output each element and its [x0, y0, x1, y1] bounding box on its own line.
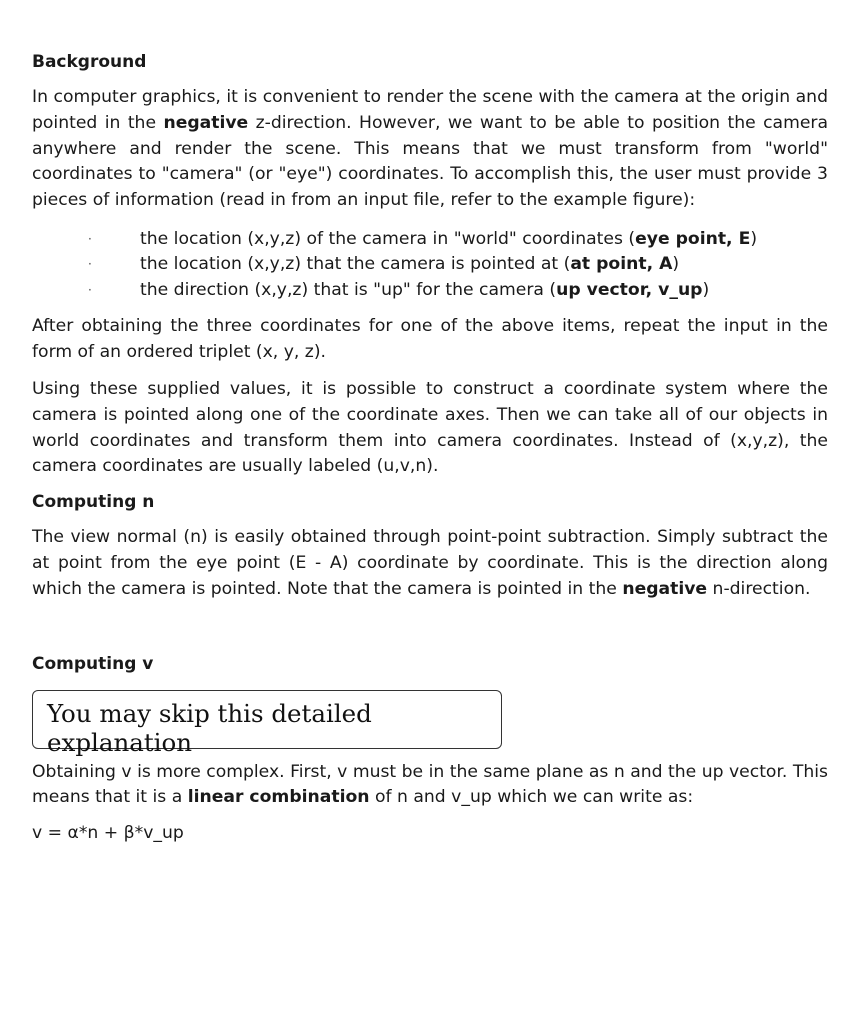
bullet-list — [32, 227, 828, 304]
paragraph-intro: In computer graphics, it is convenient to render the scene with the camera at the origin and pointed in the negative z-direction. However, we want to be able to position the camera anywhere and render the scene. This means that we must transform from "world" coordinates to "camera" (or "eye") coordinates. To accomplish this, the user must provide 3 pieces of information (read in from an input file, refer to the example figure): — [32, 87, 828, 211]
paragraph-computing-v: Obtaining v is more complex. First, v must be in the same plane as n and the up vector. This means that it is a linear combination of n and v_up which we can write as: — [32, 761, 828, 808]
heading-background: Background — [32, 52, 147, 72]
paragraph-triplet: After obtaining the three coordinates for one of the above items, repeat the input in the form of an ordered triplet (x, y, z). — [32, 316, 828, 363]
skip-explanation-text: You may skip this detailed explanation — [47, 698, 372, 757]
bullet-icon: · — [88, 231, 92, 246]
bullet-icon: · — [88, 282, 92, 297]
bullet-icon: · — [88, 257, 92, 272]
heading-computing-v: Computing v — [32, 653, 154, 674]
skip-explanation-box — [32, 690, 502, 757]
formula-v: v = α*n + β*v_up — [32, 823, 184, 844]
list-item: · the location (x,y,z) that the camera is pointed at (at point, A) — [32, 252, 828, 278]
list-item: · the direction (x,y,z) that is "up" for the camera (up vector, v_up) — [32, 278, 828, 304]
paragraph-coordinate-system: Using these supplied values, it is possible to construct a coordinate system where the camera is pointed along one of the coordinate axes. Then we can take all of our objects in world coordinates and transform them into camera coordinates. Instead of (x,y,z), the camera coordinates are usually labeled (u,v,n). — [32, 379, 828, 477]
list-item: · the location (x,y,z) of the camera in "world" coordinates (eye point, E) — [32, 227, 828, 253]
heading-computing-n: Computing n — [32, 492, 155, 513]
paragraph-computing-n: The view normal (n) is easily obtained through point-point subtraction. Simply subtract the at point from the eye point (E - A) coordinate by coordinate. This is the direction along which the camera is pointed. Note that the camera is pointed in the negative n-direction. — [32, 527, 828, 599]
document-page — [32, 50, 828, 847]
